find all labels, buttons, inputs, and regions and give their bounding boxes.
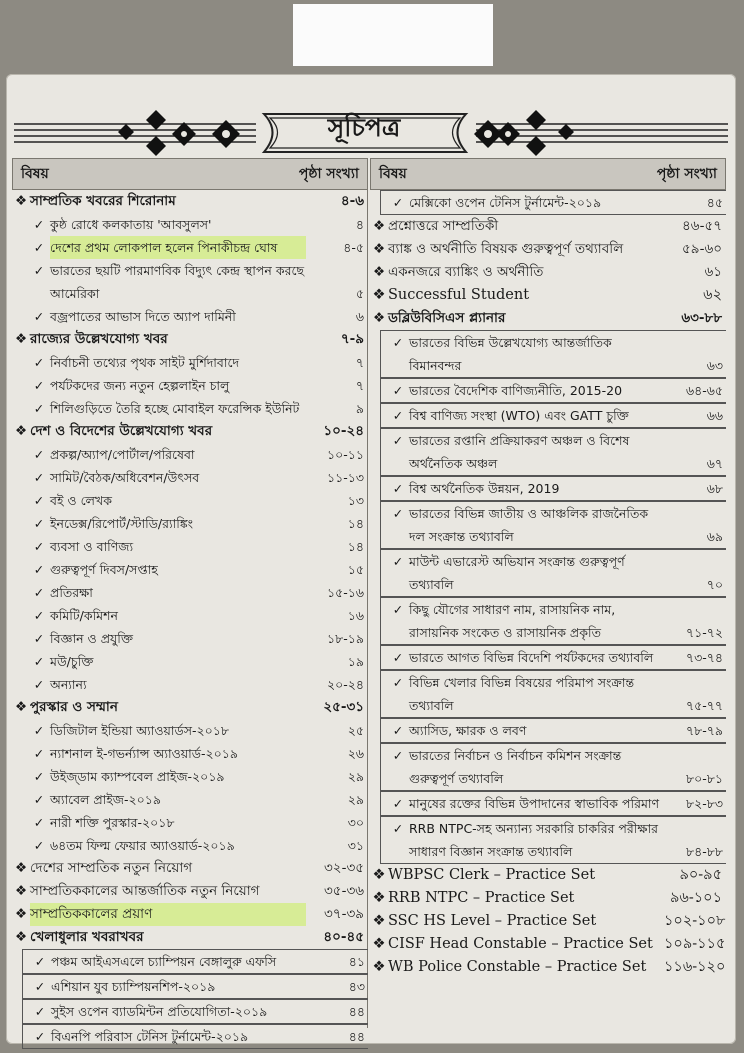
toc-section bbox=[12, 420, 368, 443]
toc-entry bbox=[380, 816, 726, 864]
toc-entry bbox=[12, 811, 368, 834]
toc-entry bbox=[380, 501, 726, 549]
check-mark-icon: ✓ bbox=[392, 821, 404, 836]
toc-section bbox=[12, 880, 368, 903]
entry-page-number: ৩২-৩৫ bbox=[324, 860, 364, 876]
toc-section bbox=[370, 238, 726, 261]
entry-page-number: ৭৫-৭৭ bbox=[685, 698, 723, 713]
entry-page-number: ২৫ bbox=[347, 723, 364, 738]
check-mark-icon: ✓ bbox=[392, 602, 404, 617]
entry-title: প্রকল্প/অ্যাপ/পোর্টাল/পরিষেবা bbox=[50, 447, 195, 462]
right-rows bbox=[370, 190, 726, 979]
check-mark-icon: ✓ bbox=[33, 447, 45, 462]
toc-entry bbox=[12, 535, 368, 558]
toc-entry bbox=[12, 834, 368, 857]
entry-title: রাজ্যের উল্লেখযোগ্য খবর bbox=[30, 331, 168, 347]
entry-page-number: ৫ bbox=[355, 286, 364, 301]
check-mark-icon: ✓ bbox=[392, 408, 404, 423]
entry-title: কমিটি/কমিশন bbox=[50, 608, 118, 623]
entry-title: কুষ্ঠ রোধে কলকাতায় 'আবসুলস' bbox=[50, 217, 212, 232]
check-mark-icon: ✓ bbox=[33, 585, 45, 600]
diamond-bullet-icon: ❖ bbox=[372, 936, 386, 952]
check-mark-icon: ✓ bbox=[33, 677, 45, 692]
toc-entry bbox=[12, 374, 368, 397]
check-mark-icon: ✓ bbox=[392, 335, 404, 350]
entry-page-number: ১৪ bbox=[347, 516, 364, 531]
check-mark-icon: ✓ bbox=[33, 723, 45, 738]
check-mark-icon: ✓ bbox=[33, 769, 45, 784]
entry-page-number: ২৯ bbox=[347, 769, 364, 784]
left-rows bbox=[12, 190, 368, 1049]
entry-title: মেক্সিকো ওপেন টেনিস টুর্নামেন্ট-২০১৯ bbox=[409, 195, 602, 210]
check-mark-icon: ✓ bbox=[392, 650, 404, 665]
entry-title: ডিজিটাল ইন্ডিয়া অ্যাওয়ার্ডস-২০১৮ bbox=[50, 723, 229, 738]
check-mark-icon: ✓ bbox=[33, 516, 45, 531]
entry-title: ন্যাশনাল ই-গভর্ন্যান্স অ্যাওয়ার্ড-২০১৯ bbox=[50, 746, 238, 761]
entry-page-number: ৭ bbox=[355, 378, 364, 393]
toc-section bbox=[12, 328, 368, 351]
entry-title: বই ও লেখক bbox=[50, 493, 112, 508]
entry-page-number: ১৯ bbox=[347, 654, 364, 669]
toc-entry bbox=[380, 428, 726, 476]
diamond-bullet-icon: ❖ bbox=[14, 331, 28, 347]
toc-entry bbox=[12, 397, 368, 420]
entry-title: ভারতের নির্বাচন ও নির্বাচন কমিশন সংক্রান্ত গুরুত্বপূর্ণ তথ্যাবলি bbox=[409, 748, 622, 786]
check-mark-icon: ✓ bbox=[392, 723, 404, 738]
check-mark-icon: ✓ bbox=[33, 746, 45, 761]
toc-section bbox=[370, 910, 726, 933]
entry-title: নারী শক্তি পুরস্কার-২০১৮ bbox=[50, 815, 175, 830]
entry-page-number: ১০২-১০৮ bbox=[664, 913, 726, 929]
entry-title: দেশের সাম্প্রতিক নতুন নিয়োগ bbox=[30, 860, 193, 876]
check-mark-icon: ✓ bbox=[33, 309, 45, 324]
check-mark-icon: ✓ bbox=[33, 562, 45, 577]
diamond-bullet-icon: ❖ bbox=[14, 860, 28, 876]
diamond-bullet-icon: ❖ bbox=[372, 959, 386, 975]
entry-page-number: ৫৯-৬০ bbox=[682, 241, 722, 257]
toc-section bbox=[12, 903, 368, 926]
toc-entry bbox=[12, 512, 368, 535]
entry-page-number: ৭০ bbox=[706, 577, 723, 592]
toc-section bbox=[12, 190, 368, 213]
entry-title: বিশ্ব বাণিজ্য সংস্থা (WTO) এবং GATT চুক্তি bbox=[409, 408, 629, 423]
diamond-bullet-icon: ❖ bbox=[14, 906, 28, 922]
page-number-header: পৃষ্ঠা সংখ্যা bbox=[656, 166, 717, 182]
check-mark-icon: ✓ bbox=[33, 792, 45, 807]
check-mark-icon: ✓ bbox=[392, 383, 404, 398]
entry-page-number: ৪৬-৫৭ bbox=[682, 218, 722, 234]
check-mark-icon: ✓ bbox=[392, 506, 404, 521]
check-mark-icon: ✓ bbox=[33, 493, 45, 508]
diamond-bullet-icon: ❖ bbox=[372, 310, 386, 326]
entry-title: SSC HS Level – Practice Set bbox=[388, 913, 597, 929]
diamond-bullet-icon: ❖ bbox=[14, 699, 28, 715]
check-mark-icon: ✓ bbox=[392, 195, 404, 210]
contents-page bbox=[6, 74, 736, 1044]
entry-page-number: ৪৪ bbox=[348, 1029, 365, 1044]
check-mark-icon: ✓ bbox=[33, 355, 45, 370]
toc-entry bbox=[380, 476, 726, 501]
entry-page-number: ৬৯ bbox=[706, 529, 723, 544]
entry-title: ইনডেক্স/রিপোর্ট/স্টাডি/র‍্যাঙ্কিং bbox=[50, 516, 194, 531]
entry-title: দেশের প্রথম লোকপাল হলেন পিনাকীচন্দ্র ঘোষ bbox=[50, 236, 306, 259]
entry-page-number: ১০৯-১১৫ bbox=[664, 936, 726, 952]
entry-title: ভারতের বৈদেশিক বাণিজ্যনীতি, 2015-20 bbox=[409, 383, 623, 398]
entry-page-number: ৪৩ bbox=[348, 979, 365, 994]
toc-entry bbox=[12, 351, 368, 374]
entry-page-number: ৩৭-৩৯ bbox=[324, 906, 364, 922]
subject-header: বিষয় bbox=[379, 166, 407, 182]
toc-section bbox=[370, 215, 726, 238]
entry-title: ব্যবসা ও বাণিজ্য bbox=[50, 539, 134, 554]
diamond-bullet-icon: ❖ bbox=[14, 929, 28, 945]
entry-page-number: ১১-১৩ bbox=[327, 470, 364, 485]
entry-title: RRB NTPC – Practice Set bbox=[388, 890, 575, 906]
toc-entry bbox=[380, 378, 726, 403]
toc-entry bbox=[380, 645, 726, 670]
entry-page-number: ৭৮-৭৯ bbox=[686, 723, 723, 738]
toc-section bbox=[370, 864, 726, 887]
check-mark-icon: ✓ bbox=[34, 1004, 46, 1019]
toc-section bbox=[370, 933, 726, 956]
toc-entry bbox=[12, 627, 368, 650]
check-mark-icon: ✓ bbox=[34, 954, 46, 969]
toc-entry bbox=[380, 791, 726, 816]
diamond-bullet-icon: ❖ bbox=[14, 883, 28, 899]
toc-entry bbox=[12, 788, 368, 811]
entry-title: কিছু যৌগের সাধারণ নাম, রাসায়নিক নাম, রাসায়নিক সংকেত ও রাসায়নিক প্রকৃতি bbox=[409, 602, 616, 640]
entry-page-number: ২০-২৪ bbox=[326, 677, 364, 692]
toc-entry bbox=[22, 1024, 368, 1049]
toc-section bbox=[370, 887, 726, 910]
check-mark-icon: ✓ bbox=[33, 217, 45, 232]
toc-section bbox=[370, 284, 726, 307]
entry-title: প্রশ্নোত্তরে সাম্প্রতিকী bbox=[388, 218, 499, 234]
entry-page-number: ৯৬-১০১ bbox=[670, 890, 722, 906]
right-column bbox=[370, 158, 726, 979]
check-mark-icon: ✓ bbox=[34, 979, 46, 994]
check-mark-icon: ✓ bbox=[33, 470, 45, 485]
entry-page-number: ৩৫-৩৬ bbox=[324, 883, 364, 899]
check-mark-icon: ✓ bbox=[34, 1029, 46, 1044]
toc-entry bbox=[12, 466, 368, 489]
toc-entry bbox=[12, 673, 368, 696]
toc-entry bbox=[380, 549, 726, 597]
entry-title: ভারতের বিভিন্ন জাতীয় ও আঞ্চলিক রাজনৈতিক দল সংক্রান্ত তথ্যাবলি bbox=[409, 506, 649, 544]
toc-entry bbox=[12, 443, 368, 466]
entry-page-number: ৬৬ bbox=[706, 408, 723, 423]
check-mark-icon: ✓ bbox=[33, 240, 45, 255]
entry-page-number: ১৬ bbox=[347, 608, 364, 623]
check-mark-icon: ✓ bbox=[33, 631, 45, 646]
entry-page-number: ৭১-৭২ bbox=[685, 625, 723, 640]
diamond-bullet-icon: ❖ bbox=[372, 241, 386, 257]
entry-page-number: ৬৩ bbox=[706, 358, 723, 373]
entry-page-number: ২৯ bbox=[347, 792, 364, 807]
check-mark-icon: ✓ bbox=[33, 539, 45, 554]
entry-title: মানুষের রক্তের বিভিন্ন উপাদানের স্বাভাবিক পরিমাণ bbox=[409, 796, 660, 811]
entry-page-number: ৬৪-৬৫ bbox=[686, 383, 723, 398]
diamond-bullet-icon: ❖ bbox=[14, 423, 28, 439]
entry-page-number: ৮০-৮১ bbox=[686, 771, 723, 786]
toc-entry bbox=[380, 190, 726, 215]
entry-page-number: ৪০-৪৫ bbox=[323, 929, 364, 945]
entry-title: এশিয়ান যুব চ্যাম্পিয়নশিপ-২০১৯ bbox=[51, 979, 216, 994]
entry-title: CISF Head Constable – Practice Set bbox=[388, 936, 653, 952]
toc-entry bbox=[12, 581, 368, 604]
entry-page-number: ১৩ bbox=[347, 493, 364, 508]
entry-title: মাউন্ট এভারেস্ট অভিযান সংক্রান্ত গুরুত্বপূর্ণ তথ্যাবলি bbox=[409, 554, 625, 592]
entry-page-number: ৪ bbox=[355, 217, 364, 232]
diamond-bullet-icon: ❖ bbox=[372, 218, 386, 234]
toc-section bbox=[370, 307, 726, 330]
toc-entry bbox=[380, 330, 726, 378]
entry-title: বজ্রপাতের আভাস দিতে অ্যাপ দামিনী bbox=[50, 309, 236, 324]
entry-title: ডব্লিউবিসিএস প্ল্যানার bbox=[388, 310, 506, 326]
toc-entry bbox=[380, 403, 726, 428]
entry-title: একনজরে ব্যাঙ্কিং ও অর্থনীতি bbox=[388, 264, 544, 280]
toc-entry bbox=[12, 558, 368, 581]
subject-header: বিষয় bbox=[21, 166, 49, 182]
entry-title: মউ/চুক্তি bbox=[50, 654, 94, 669]
toc-entry bbox=[22, 974, 368, 999]
check-mark-icon: ✓ bbox=[392, 796, 404, 811]
entry-title: ভারতে আগত বিভিন্ন বিদেশি পর্যটকদের তথ্যাবলি bbox=[409, 650, 654, 665]
entry-page-number: ১৫ bbox=[347, 562, 364, 577]
entry-title: ব্যাঙ্ক ও অর্থনীতি বিষয়ক গুরুত্বপূর্ণ তথ্যাবলি bbox=[388, 241, 624, 257]
toc-section bbox=[12, 926, 368, 949]
toc-entry bbox=[12, 719, 368, 742]
toc-entry bbox=[12, 742, 368, 765]
entry-title: বিজ্ঞান ও প্রযুক্তি bbox=[50, 631, 133, 646]
left-column bbox=[12, 158, 368, 1049]
entry-page-number: ৮২-৮৩ bbox=[686, 796, 723, 811]
diamond-bullet-icon: ❖ bbox=[372, 287, 386, 303]
toc-entry bbox=[380, 718, 726, 743]
entry-page-number: ৬৩-৮৮ bbox=[681, 310, 722, 326]
blank-label-area bbox=[293, 4, 493, 66]
toc-entry bbox=[12, 489, 368, 512]
check-mark-icon: ✓ bbox=[33, 815, 45, 830]
entry-title: দেশ ও বিদেশের উল্লেখযোগ্য খবর bbox=[30, 423, 213, 439]
entry-page-number: ৭ bbox=[355, 355, 364, 370]
toc-entry bbox=[22, 999, 368, 1024]
entry-page-number: ১৮-১৯ bbox=[327, 631, 364, 646]
toc-entry bbox=[22, 949, 368, 974]
entry-page-number: ৬৮ bbox=[706, 481, 723, 496]
check-mark-icon: ✓ bbox=[33, 608, 45, 623]
entry-page-number: ২৫-৩১ bbox=[323, 699, 364, 715]
entry-title: সাম্প্রতিককালের প্রয়াণ bbox=[30, 903, 306, 926]
entry-title: নির্বাচনী তথ্যের পৃথক সাইট মুর্শিদাবাদে bbox=[50, 355, 240, 370]
entry-page-number: ৬৭ bbox=[706, 456, 723, 471]
toc-entry bbox=[12, 650, 368, 673]
entry-title: ৬৪তম ফিল্ম ফেয়ার অ্যাওয়ার্ড-২০১৯ bbox=[50, 838, 235, 853]
entry-page-number: ৬২ bbox=[703, 287, 722, 303]
entry-page-number: ৮৪-৮৮ bbox=[686, 844, 723, 859]
toc-section bbox=[12, 696, 368, 719]
entry-page-number: ৩১ bbox=[347, 838, 364, 853]
entry-page-number: ১৫-১৬ bbox=[327, 585, 364, 600]
check-mark-icon: ✓ bbox=[392, 675, 404, 690]
entry-title: উইজ্ডাম ক্যাম্পবেল প্রাইজ-২০১৯ bbox=[50, 769, 225, 784]
entry-title: পঞ্চম আইএসএলে চ্যাম্পিয়ন বেঙ্গালুরু এফসি bbox=[51, 954, 277, 969]
entry-page-number: ৪-৬ bbox=[340, 193, 364, 209]
entry-page-number: ১৪ bbox=[347, 539, 364, 554]
entry-title: বিশ্ব অর্থনৈতিক উন্নয়ন, 2019 bbox=[409, 481, 560, 496]
toc-entry bbox=[12, 236, 368, 259]
entry-page-number: ৯০-৯৫ bbox=[679, 867, 722, 883]
entry-title: পুরস্কার ও সম্মান bbox=[30, 699, 118, 715]
diamond-bullet-icon: ❖ bbox=[14, 193, 28, 209]
toc-entry bbox=[12, 259, 368, 305]
entry-page-number: ৯ bbox=[355, 401, 364, 416]
check-mark-icon: ✓ bbox=[33, 263, 45, 278]
entry-title: শিলিগুড়িতে তৈরি হচ্ছে মোবাইল ফরেন্সিক ইউনিট bbox=[50, 401, 300, 416]
entry-page-number: ২৬ bbox=[347, 746, 364, 761]
check-mark-icon: ✓ bbox=[33, 378, 45, 393]
entry-title: পর্যটকদের জন্য নতুন হেল্পলাইন চালু bbox=[50, 378, 230, 393]
entry-title: সামিট/বৈঠক/অধিবেশন/উৎসব bbox=[50, 470, 200, 485]
entry-title: ভারতের ছয়টি পারমাণবিক বিদ্যুৎ কেন্দ্র স্থাপন করছে আমেরিকা bbox=[50, 263, 305, 301]
entry-page-number: ৬১ bbox=[704, 264, 722, 280]
entry-title: প্রতিরক্ষা bbox=[50, 585, 93, 600]
entry-page-number: ১১৬-১২০ bbox=[664, 959, 726, 975]
entry-page-number: ৪৫ bbox=[706, 195, 723, 210]
diamond-bullet-icon: ❖ bbox=[372, 867, 386, 883]
entry-title: অ্যাবেল প্রাইজ-২০১৯ bbox=[50, 792, 161, 807]
entry-page-number: ৬ bbox=[355, 309, 364, 324]
right-column-header bbox=[370, 158, 726, 190]
toc-entry bbox=[12, 765, 368, 788]
toc-entry bbox=[12, 604, 368, 627]
left-column-header bbox=[12, 158, 368, 190]
entry-title: সাম্প্রতিক খবরের শিরোনাম bbox=[30, 193, 176, 209]
toc-section bbox=[370, 261, 726, 284]
check-mark-icon: ✓ bbox=[33, 654, 45, 669]
entry-page-number: ১০-১১ bbox=[327, 447, 364, 462]
entry-title: ভারতের রপ্তানি প্রক্রিয়াকরণ অঞ্চল ও বিশেষ অর্থনৈতিক অঞ্চল bbox=[409, 433, 630, 471]
check-mark-icon: ✓ bbox=[392, 481, 404, 496]
check-mark-icon: ✓ bbox=[392, 748, 404, 763]
page-title: সূচিপত্র bbox=[327, 113, 401, 142]
check-mark-icon: ✓ bbox=[33, 838, 45, 853]
entry-title: গুরুত্বপূর্ণ দিবস/সপ্তাহ bbox=[50, 562, 158, 577]
entry-page-number: ৪-৫ bbox=[343, 240, 364, 255]
diamond-bullet-icon: ❖ bbox=[372, 890, 386, 906]
entry-title: WBPSC Clerk – Practice Set bbox=[388, 867, 596, 883]
check-mark-icon: ✓ bbox=[392, 433, 404, 448]
entry-title: বিএনপি পরিবাস টেনিস টুর্নামেন্ট-২০১৯ bbox=[51, 1029, 249, 1044]
diamond-bullet-icon: ❖ bbox=[372, 264, 386, 280]
entry-page-number: ১০-২৪ bbox=[323, 423, 364, 439]
entry-title: ভারতের বিভিন্ন উল্লেখযোগ্য আন্তর্জাতিক বিমানবন্দর bbox=[409, 335, 612, 373]
toc-entry bbox=[380, 743, 726, 791]
entry-title: RRB NTPC-সহ অন্যান্য সরকারি চাকরির পরীক্ষার সাধারণ বিজ্ঞান সংক্রান্ত তথ্যাবলি bbox=[409, 821, 658, 859]
diamond-bullet-icon: ❖ bbox=[372, 913, 386, 929]
entry-title: সুইস ওপেন ব্যাডমিন্টন প্রতিযোগিতা-২০১৯ bbox=[51, 1004, 268, 1019]
entry-title: অন্যান্য bbox=[50, 677, 87, 692]
entry-title: বিভিন্ন খেলার বিভিন্ন বিষয়ের পরিমাপ সংক্রান্ত তথ্যাবলি bbox=[409, 675, 635, 713]
toc-entry bbox=[380, 670, 726, 718]
entry-title: অ্যাসিড, ক্ষারক ও লবণ bbox=[409, 723, 527, 738]
toc-entry bbox=[12, 305, 368, 328]
entry-title: WB Police Constable – Practice Set bbox=[388, 959, 647, 975]
page-number-header: পৃষ্ঠা সংখ্যা bbox=[298, 166, 359, 182]
toc-entry bbox=[380, 597, 726, 645]
toc-entry bbox=[12, 213, 368, 236]
toc-section bbox=[370, 956, 726, 979]
entry-title: Successful Student bbox=[388, 287, 530, 303]
entry-page-number: ৭৩-৭৪ bbox=[685, 650, 723, 665]
entry-page-number: ৪৪ bbox=[348, 1004, 365, 1019]
entry-page-number: ৪১ bbox=[348, 954, 365, 969]
entry-page-number: ৭-৯ bbox=[340, 331, 364, 347]
entry-title: খেলাধুলার খবরাখবর bbox=[30, 929, 144, 945]
check-mark-icon: ✓ bbox=[33, 401, 45, 416]
check-mark-icon: ✓ bbox=[392, 554, 404, 569]
entry-title: সাম্প্রতিককালের আন্তর্জাতিক নতুন নিয়োগ bbox=[30, 883, 260, 899]
toc-section bbox=[12, 857, 368, 880]
entry-page-number: ৩০ bbox=[347, 815, 364, 830]
